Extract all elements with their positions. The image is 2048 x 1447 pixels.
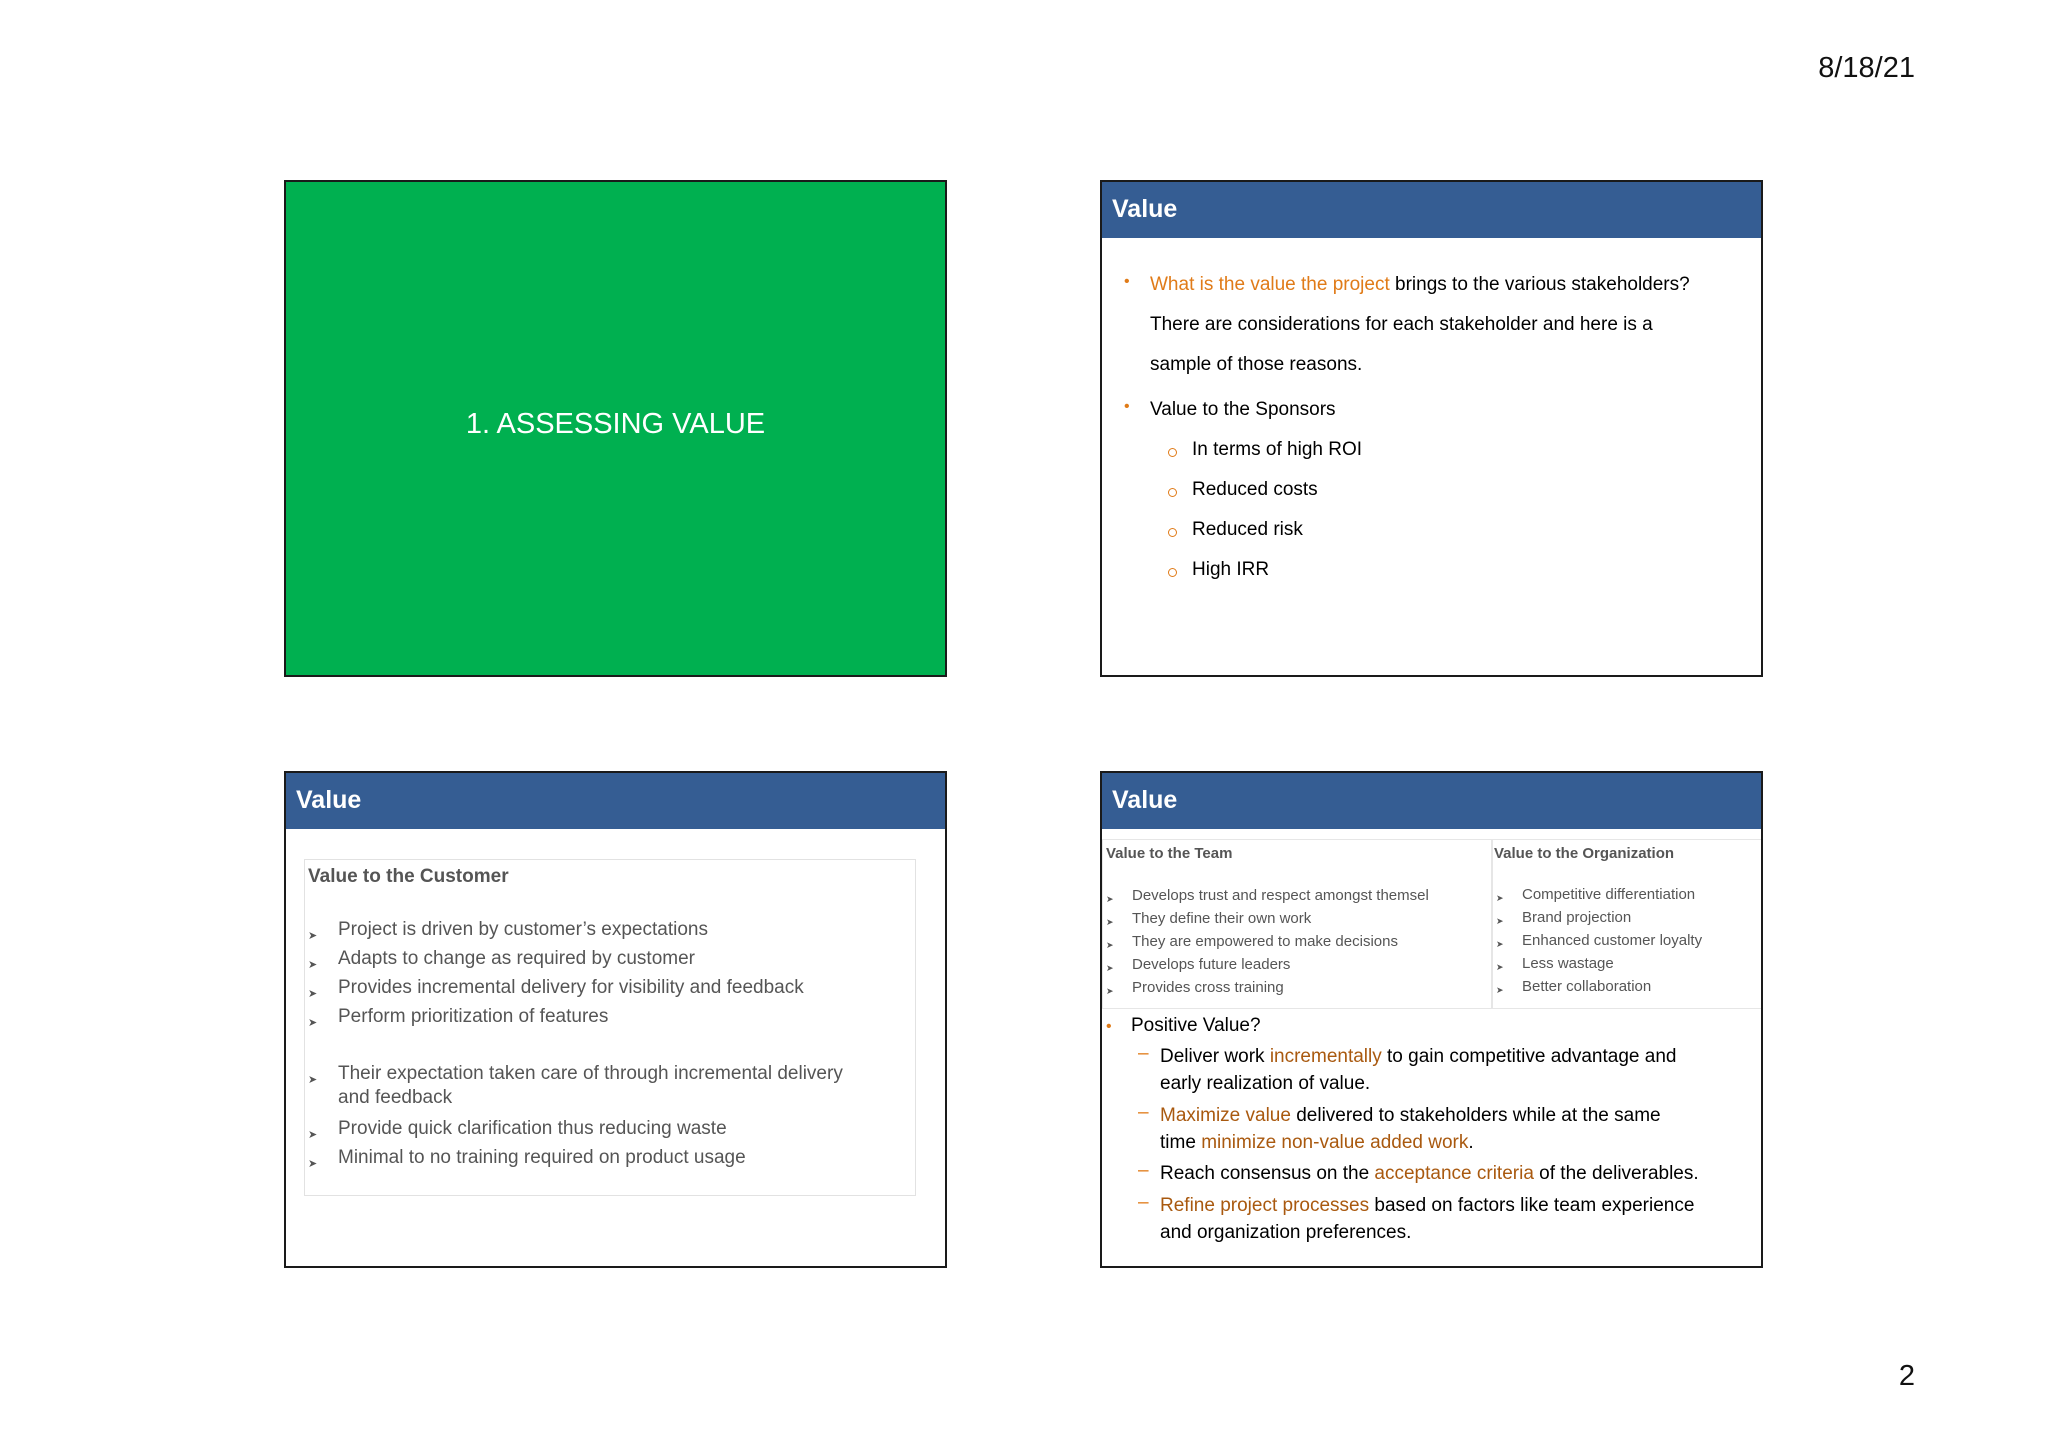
arrow-bullet-icon: ➤ bbox=[1106, 917, 1114, 927]
arrow-bullet-icon: ➤ bbox=[308, 1074, 318, 1086]
slide-assessing-value bbox=[284, 180, 947, 677]
dash-bullet-icon: – bbox=[1138, 1160, 1149, 1181]
arrow-bullet-icon: ➤ bbox=[1496, 962, 1504, 972]
bullet-line: sample of those reasons. bbox=[1150, 354, 1363, 375]
org-title: Value to the Organization bbox=[1494, 845, 1675, 862]
bullet-dot-icon: • bbox=[1124, 273, 1130, 290]
list-item: Their expectation taken care of through incremental delivery and feedback bbox=[338, 1063, 843, 1108]
list-item: Provides incremental delivery for visibility and feedback bbox=[338, 977, 804, 998]
arrow-bullet-icon: ➤ bbox=[308, 930, 318, 942]
org-item: Brand projection bbox=[1522, 909, 1632, 926]
point-line: Reach consensus on the acceptance criteria of the deliverables. bbox=[1160, 1163, 1699, 1184]
point-line: and organization preferences. bbox=[1160, 1222, 1412, 1243]
team-item: They define their own work bbox=[1132, 910, 1312, 927]
org-item: Less wastage bbox=[1522, 955, 1614, 972]
list-item: Minimal to no training required on product usage bbox=[338, 1147, 746, 1168]
dash-bullet-icon: – bbox=[1138, 1043, 1149, 1064]
slide-value-customer bbox=[284, 771, 947, 1268]
slide-value-team-org bbox=[1100, 771, 1763, 1268]
arrow-bullet-icon: ➤ bbox=[1496, 985, 1504, 995]
arrow-bullet-icon: ➤ bbox=[1496, 893, 1504, 903]
sub-item: High IRR bbox=[1192, 559, 1270, 580]
slide-header bbox=[286, 773, 945, 829]
arrow-bullet-icon: ➤ bbox=[1496, 939, 1504, 949]
box-title: Value to the Customer bbox=[308, 866, 509, 887]
team-item: They are empowered to make decisions bbox=[1132, 933, 1398, 950]
org-item: Better collaboration bbox=[1522, 978, 1652, 995]
slide-heading: Value bbox=[296, 786, 362, 814]
arrow-bullet-icon: ➤ bbox=[1106, 986, 1114, 996]
circle-bullet-icon bbox=[1168, 448, 1177, 457]
dash-bullet-icon: – bbox=[1138, 1102, 1149, 1123]
bullet-line: What is the value the project brings to the various stakeholders? bbox=[1150, 274, 1690, 295]
list-item: Adapts to change as required by customer bbox=[338, 948, 695, 969]
point-line: Refine project processes based on factors like team experience bbox=[1160, 1195, 1695, 1216]
list-item: Project is driven by customer’s expectations bbox=[338, 919, 708, 940]
arrow-bullet-icon: ➤ bbox=[308, 988, 318, 1000]
sub-item: Reduced costs bbox=[1192, 479, 1318, 500]
page-date: 8/18/21 bbox=[1818, 52, 1915, 84]
arrow-bullet-icon: ➤ bbox=[308, 1158, 318, 1170]
arrow-bullet-icon: ➤ bbox=[308, 1017, 318, 1029]
bullet-line: There are considerations for each stakeholder and here is a bbox=[1150, 314, 1653, 335]
bullet-dot-icon: • bbox=[1106, 1018, 1112, 1035]
point-line: time minimize non-value added work. bbox=[1160, 1132, 1474, 1153]
arrow-bullet-icon: ➤ bbox=[1106, 894, 1114, 904]
team-item: Develops future leaders bbox=[1132, 956, 1291, 973]
list-item: Provide quick clarification thus reducing waste bbox=[338, 1118, 727, 1139]
circle-bullet-icon bbox=[1168, 568, 1177, 577]
bullet-dot-icon: • bbox=[1124, 398, 1130, 415]
org-item: Competitive differentiation bbox=[1522, 886, 1696, 903]
circle-bullet-icon bbox=[1168, 528, 1177, 537]
slide-value-sponsors bbox=[1100, 180, 1763, 677]
arrow-bullet-icon: ➤ bbox=[308, 959, 318, 971]
sub-item: In terms of high ROI bbox=[1192, 439, 1363, 460]
point-line: Maximize value delivered to stakeholders while at the same bbox=[1160, 1105, 1661, 1126]
positive-value-title: Positive Value? bbox=[1131, 1015, 1261, 1036]
arrow-bullet-icon: ➤ bbox=[308, 1129, 318, 1141]
sub-item: Reduced risk bbox=[1192, 519, 1303, 540]
slide-header bbox=[1102, 773, 1761, 829]
circle-bullet-icon bbox=[1168, 488, 1177, 497]
list-item: Perform prioritization of features bbox=[338, 1006, 609, 1027]
point-line: Deliver work incrementally to gain competitive advantage and bbox=[1160, 1046, 1677, 1067]
arrow-bullet-icon: ➤ bbox=[1106, 963, 1114, 973]
arrow-bullet-icon: ➤ bbox=[1496, 916, 1504, 926]
bullet-line: Value to the Sponsors bbox=[1150, 399, 1336, 420]
slide-header bbox=[1102, 182, 1761, 238]
arrow-bullet-icon: ➤ bbox=[1106, 940, 1114, 950]
slide-title: 1. ASSESSING VALUE bbox=[465, 408, 766, 440]
team-item: Provides cross training bbox=[1132, 979, 1284, 996]
slide-heading: Value bbox=[1112, 786, 1178, 814]
dash-bullet-icon: – bbox=[1138, 1192, 1149, 1213]
org-item: Enhanced customer loyalty bbox=[1522, 932, 1703, 949]
page-number: 2 bbox=[1898, 1360, 1915, 1392]
team-title: Value to the Team bbox=[1106, 845, 1233, 862]
slide-heading: Value bbox=[1112, 195, 1178, 223]
team-item: Develops trust and respect amongst themsel bbox=[1132, 887, 1429, 904]
point-line: early realization of value. bbox=[1160, 1073, 1371, 1094]
